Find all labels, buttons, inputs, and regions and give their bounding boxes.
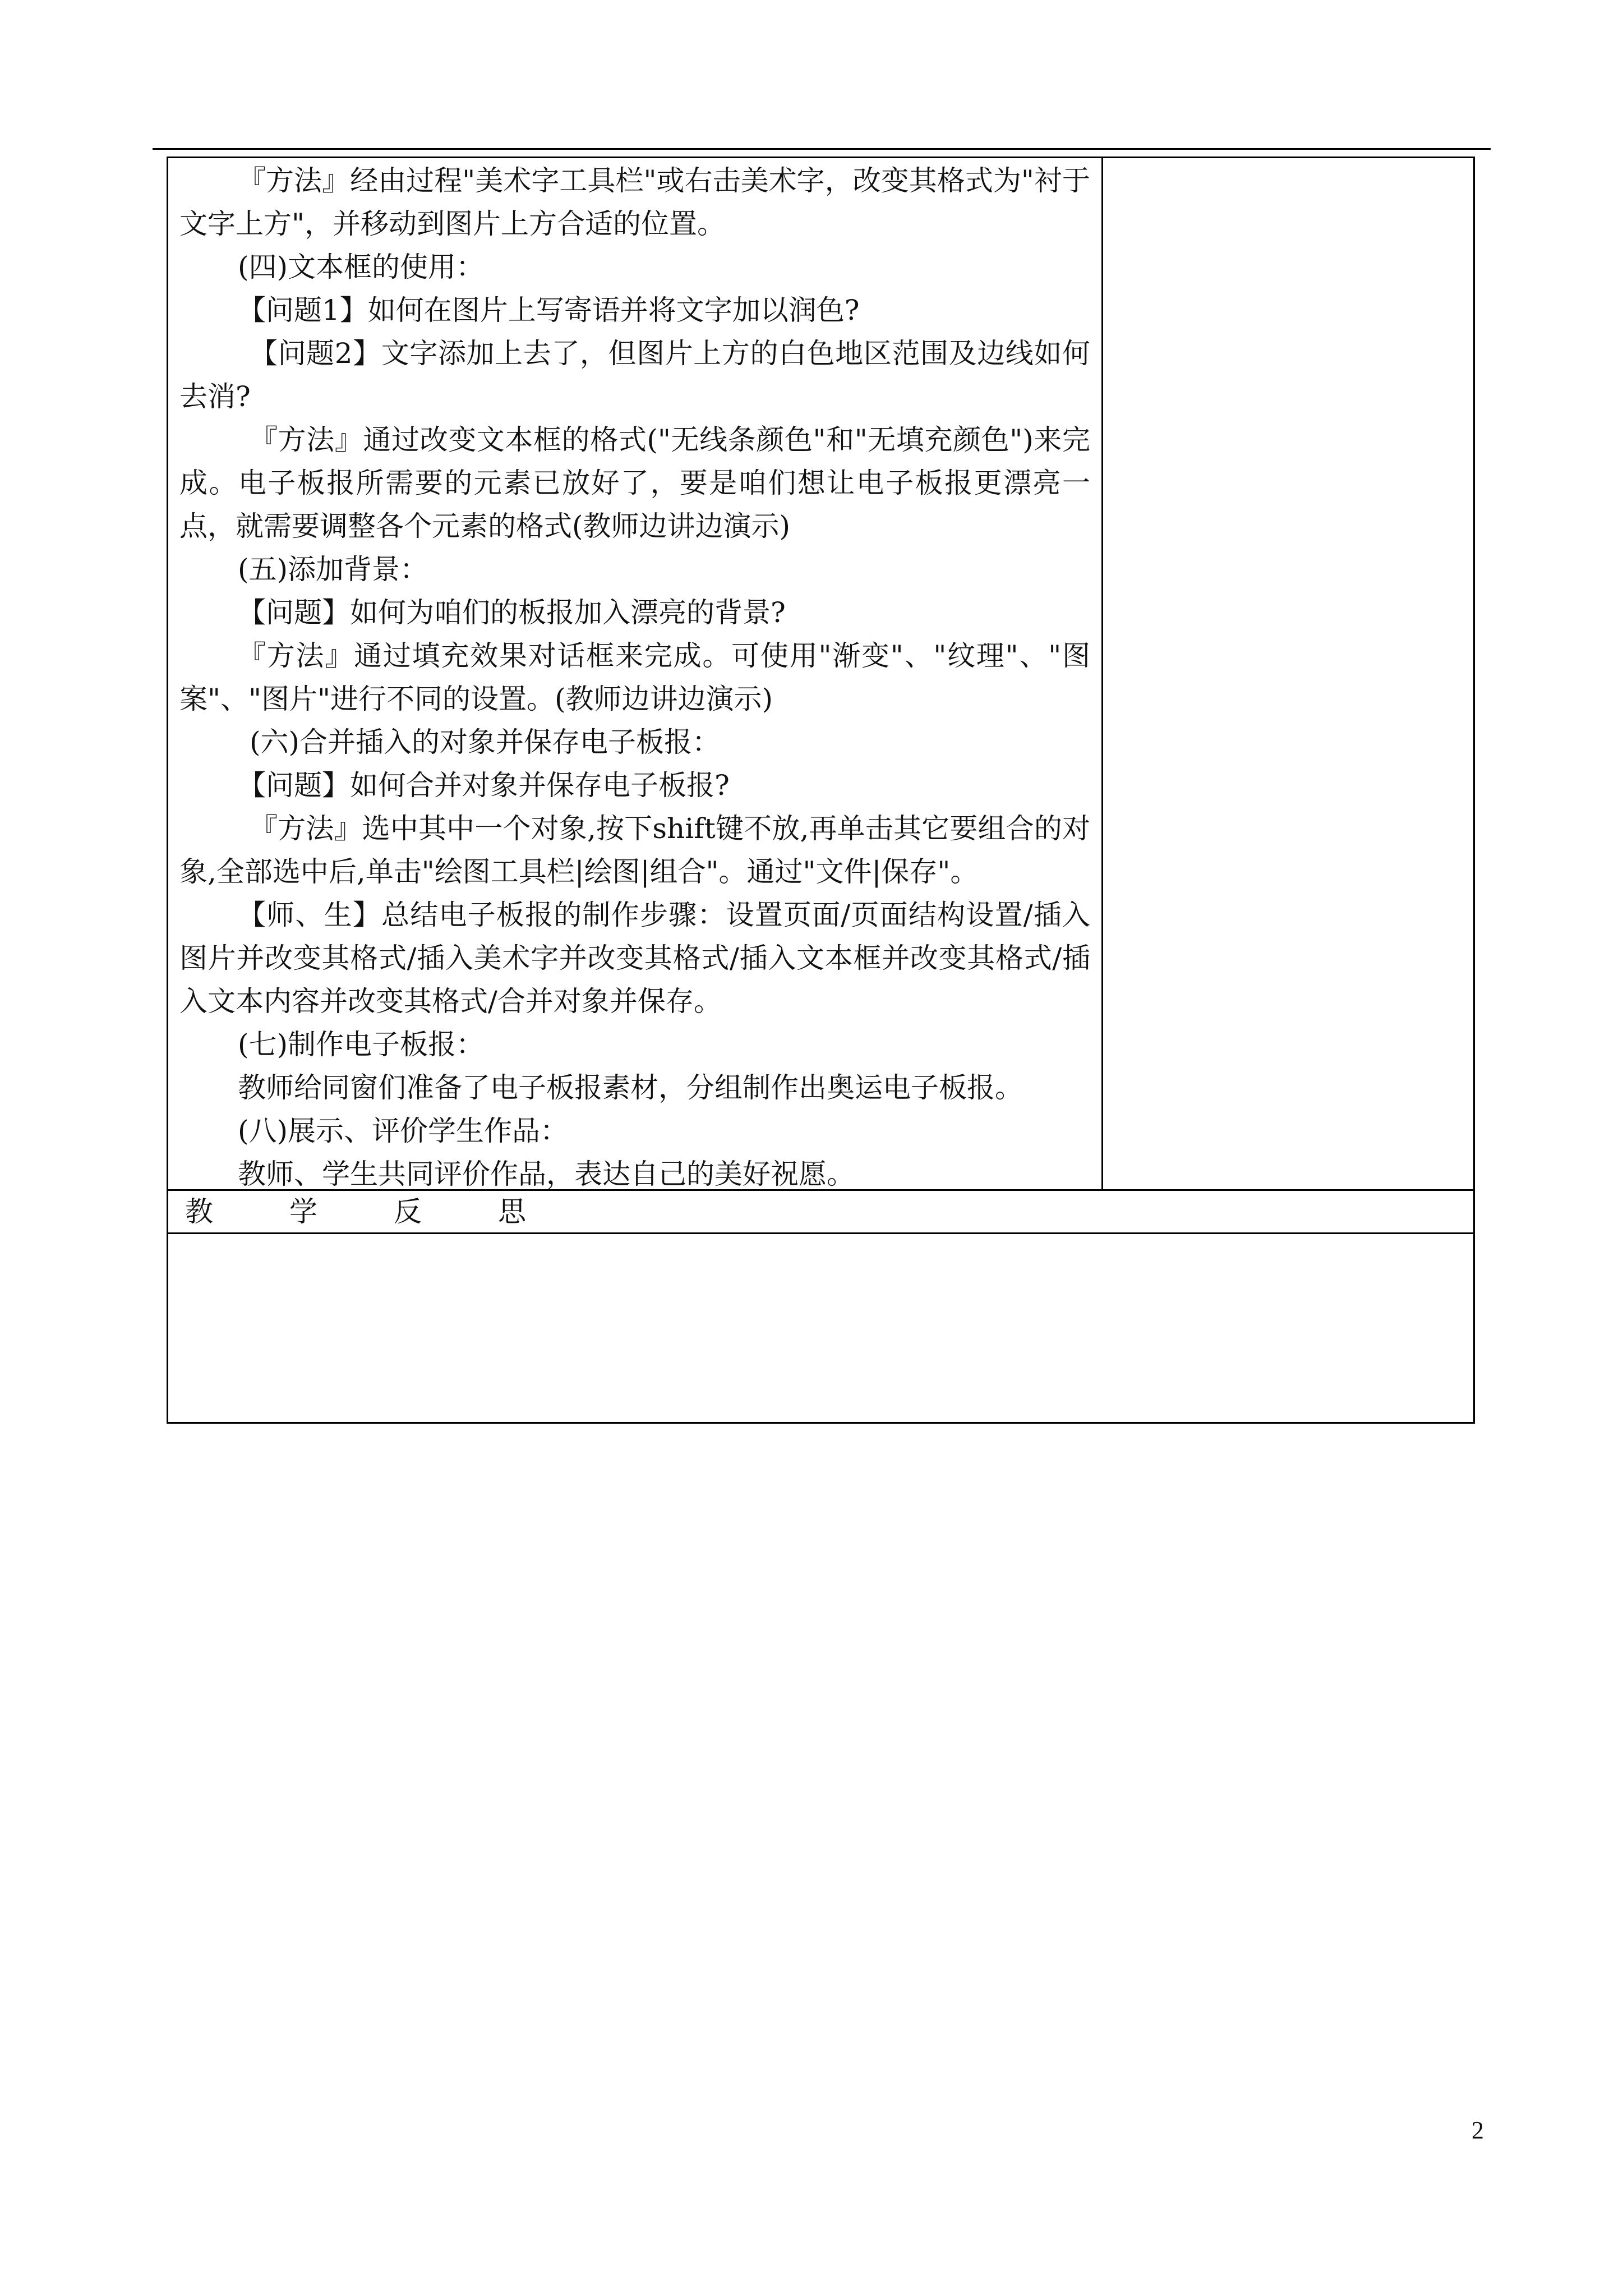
section-heading: (八)展示、评价学生作品： [238,1115,569,1147]
section-heading: (四)文本框的使用： [238,251,485,283]
section-heading: (六)合并插入的对象并保存电子板报： [250,726,721,758]
method-paragraph: 『方法』经由过程"美术字工具栏"或右击美术字，改变其格式为"衬于文字上方"，并移动到图片上方合适的位置。 [179,164,1090,240]
row-divider [168,1232,1473,1234]
lesson-table [167,157,1475,1424]
question-paragraph: 【问题】如何合并对象并保存电子板报? [238,769,730,802]
reflection-char: 教 [185,1195,213,1228]
summary-paragraph: 【师、生】总结电子板报的制作步骤：设置页面/页面结构设置/插入图片并改变其格式/插入美术字并改变其格式/插入文本框并改变其格式/插入文本内容并改变其格式/合并对象并保存。 [179,899,1090,1018]
reflection-char: 反 [394,1195,422,1228]
reflection-char: 学 [289,1195,317,1228]
question-paragraph: 【问题1】如何在图片上写寄语并将文字加以润色? [238,294,860,326]
method-paragraph: 『方法』通过改变文本框的格式("无线条颜色"和"无填充颜色")来完成。电子板报所需要的元素已放好了，要是咱们想让电子板报更漂亮一点，就需要调整各个元素的格式(教师边讲边演示) [179,424,1090,542]
body-paragraph: 教师、学生共同评价作品，表达自己的美好祝愿。 [238,1158,855,1190]
column-divider [1101,158,1103,1189]
section-heading: (五)添加背景： [238,553,428,586]
question-paragraph: 【问题2】文字添加上去了，但图片上方的白色地区范围及边线如何去消? [179,337,1090,413]
body-paragraph: 教师给同窗们准备了电子板报素材，分组制作出奥运电子板报。 [238,1071,1023,1104]
question-paragraph: 【问题】如何为咱们的板报加入漂亮的背景? [238,596,786,629]
page-number: 2 [1472,2116,1484,2144]
teaching-process-cell [179,159,1090,1196]
reflection-char: 思 [498,1195,526,1228]
method-paragraph: 『方法』通过填充效果对话框来完成。可使用"渐变"、"纹理"、"图案"、"图片"进行不同的设置。(教师边讲边演示) [179,639,1090,715]
section-heading: (七)制作电子板报： [238,1028,485,1061]
header-rule [153,148,1491,150]
teaching-reflection-heading [185,1195,602,1228]
method-paragraph: 『方法』选中其中一个对象,按下shift键不放,再单击其它要组合的对象,全部选中后,单击"绘图工具栏|绘图|组合"。通过"文件|保存"。 [179,812,1090,888]
